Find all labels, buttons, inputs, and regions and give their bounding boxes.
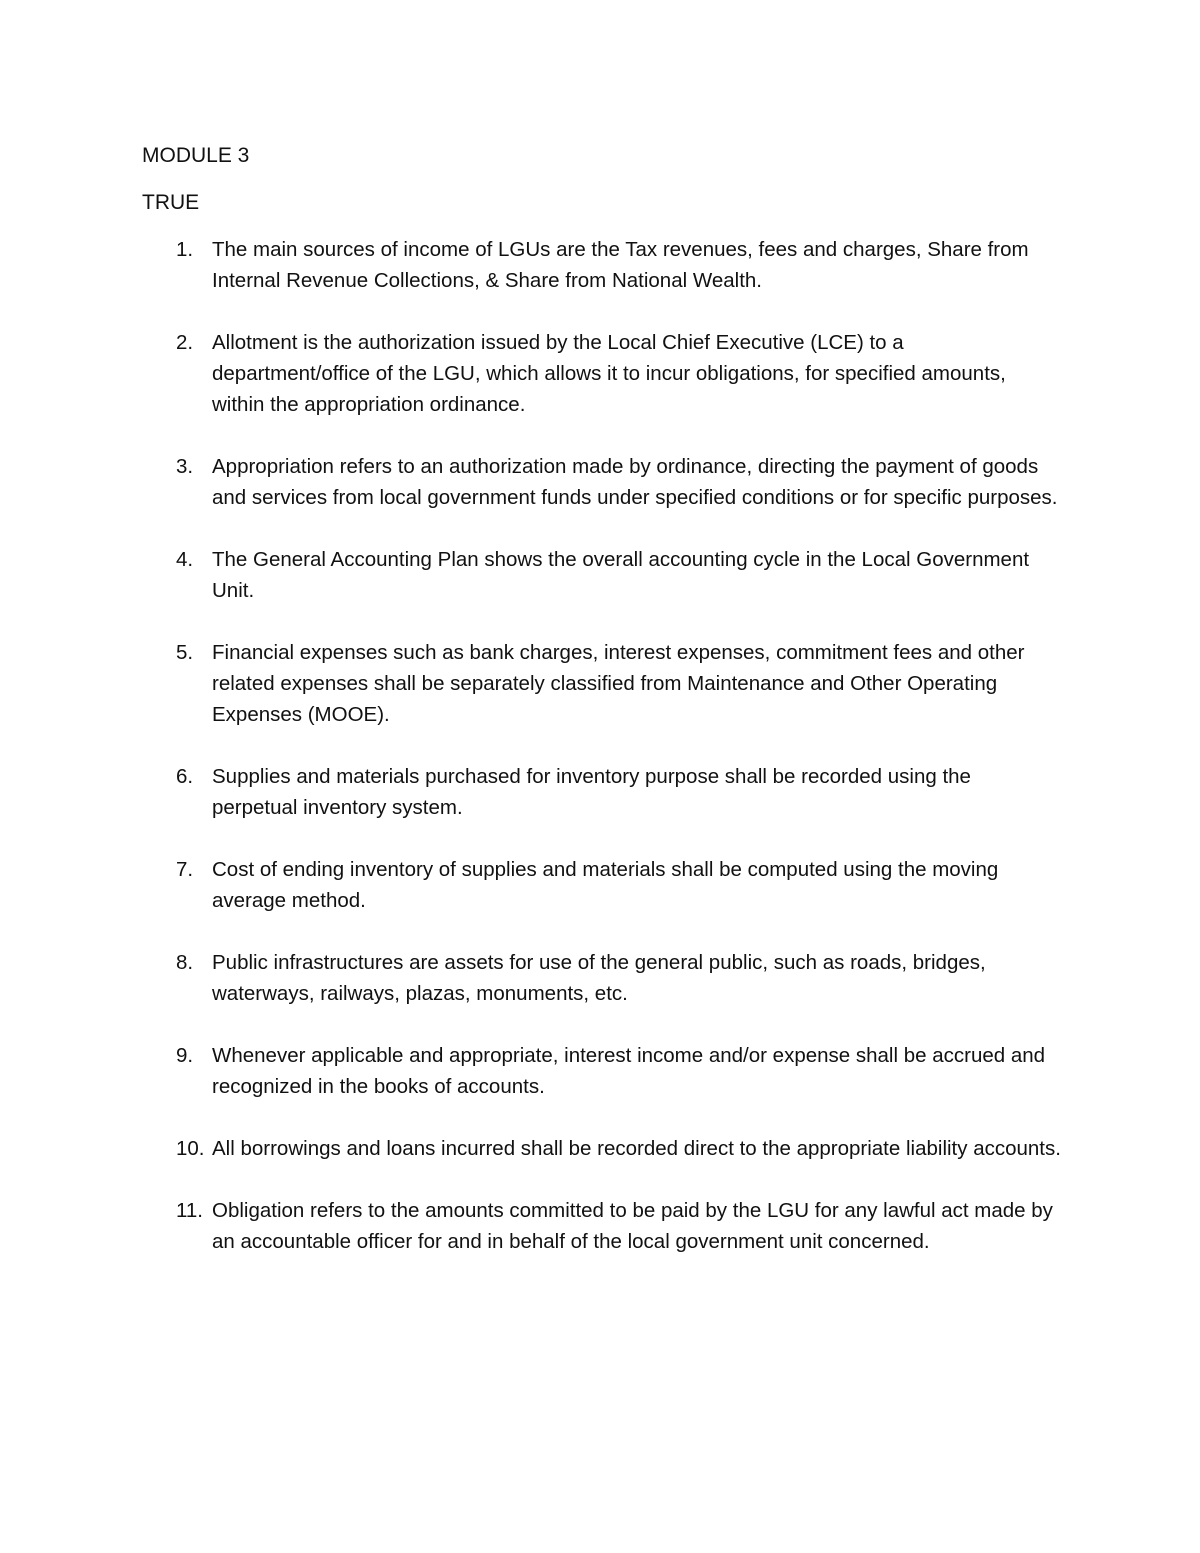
item-number: 1. bbox=[176, 238, 194, 261]
item-number: 6. bbox=[176, 765, 194, 788]
list-item-3 bbox=[142, 451, 1062, 513]
module-title: MODULE 3 bbox=[142, 144, 250, 167]
list-item-6 bbox=[142, 761, 1062, 823]
list-item-9 bbox=[142, 1040, 1062, 1102]
item-text: Appropriation refers to an authorization made by ordinance, directing the payment of goods and services from local government funds under specified conditions or for specific purposes. bbox=[212, 455, 1058, 509]
item-number: 2. bbox=[176, 331, 194, 354]
item-text: The General Accounting Plan shows the overall accounting cycle in the Local Government Unit. bbox=[212, 548, 1030, 602]
item-number: 3. bbox=[176, 455, 194, 478]
true-statements-list bbox=[142, 234, 1062, 1257]
item-text: Cost of ending inventory of supplies and materials shall be computed using the moving average method. bbox=[212, 858, 999, 912]
item-text: Allotment is the authorization issued by the Local Chief Executive (LCE) to a department/office of the LGU, which allows it to incur obligations, for specified amounts, within the appropriation ordinance. bbox=[212, 331, 1006, 416]
list-item-7 bbox=[142, 854, 1062, 916]
section-title: TRUE bbox=[142, 191, 200, 214]
list-item-10 bbox=[142, 1133, 1062, 1164]
item-number: 4. bbox=[176, 548, 194, 571]
item-number: 10. bbox=[176, 1137, 205, 1160]
item-text: Supplies and materials purchased for inventory purpose shall be recorded using the perpetual inventory system. bbox=[212, 765, 971, 819]
item-text: All borrowings and loans incurred shall be recorded direct to the appropriate liability accounts. bbox=[212, 1137, 1061, 1160]
list-item-2 bbox=[142, 327, 1062, 420]
list-item-11 bbox=[142, 1195, 1062, 1257]
item-number: 11. bbox=[176, 1199, 203, 1222]
item-text: Obligation refers to the amounts committed to be paid by the LGU for any lawful act made by an accountable officer for and in behalf of the local government unit concerned. bbox=[212, 1199, 1053, 1253]
item-text: The main sources of income of LGUs are the Tax revenues, fees and charges, Share from Internal Revenue Collections, & Share from National Wealth. bbox=[212, 238, 1029, 292]
list-item-4 bbox=[142, 544, 1062, 606]
item-number: 9. bbox=[176, 1044, 194, 1067]
list-item-8 bbox=[142, 947, 1062, 1009]
item-number: 5. bbox=[176, 641, 194, 664]
list-item-5 bbox=[142, 637, 1062, 730]
item-text: Financial expenses such as bank charges, interest expenses, commitment fees and other related expenses shall be separately classified from Maintenance and Other Operating Expenses (MOOE). bbox=[212, 641, 1025, 726]
list-item-1 bbox=[142, 234, 1062, 296]
document-content bbox=[142, 140, 1062, 1288]
item-number: 8. bbox=[176, 951, 194, 974]
item-number: 7. bbox=[176, 858, 194, 881]
item-text: Whenever applicable and appropriate, interest income and/or expense shall be accrued and recognized in the books of accounts. bbox=[212, 1044, 1046, 1098]
item-text: Public infrastructures are assets for use of the general public, such as roads, bridges, waterways, railways, plazas, monuments, etc. bbox=[212, 951, 986, 1005]
